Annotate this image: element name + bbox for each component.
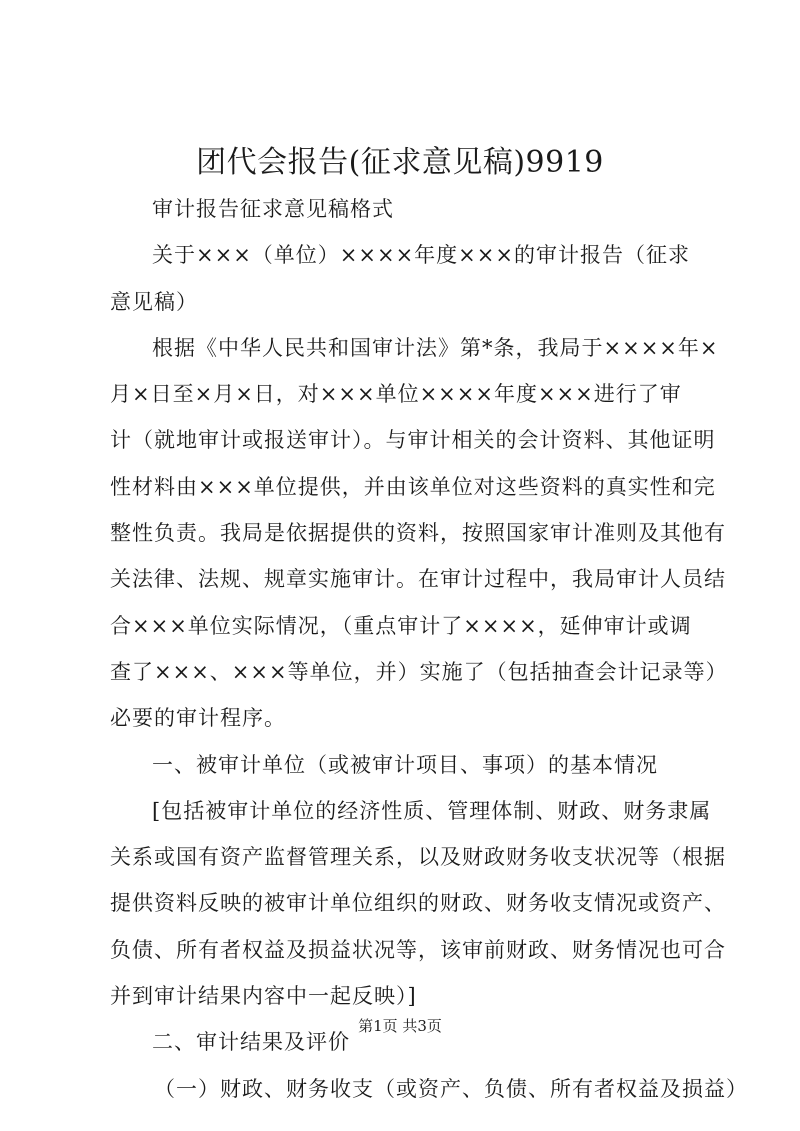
page-number-footer: 第1页 共3页 <box>358 1017 442 1035</box>
paragraph-line: 整性负责。我局是依据提供的资料，按照国家审计准则及其他有 <box>110 521 726 546</box>
paragraph-heading-format: 审计报告征求意见稿格式 <box>152 197 394 221</box>
paragraph-line: 必要的审计程序。 <box>110 706 286 731</box>
paragraph-line: 计（就地审计或报送审计）。与审计相关的会计资料、其他证明 <box>110 428 716 453</box>
paragraph-line: 合×××单位实际情况，（重点审计了××××，延伸审计或调 <box>110 613 692 638</box>
paragraph-line: 意见稿） <box>110 289 198 314</box>
subsection-heading-finance: （一）财政、财务收支（或资产、负债、所有者权益及损益） <box>154 1076 748 1101</box>
section-heading-basic-info: 一、被审计单位（或被审计项目、事项）的基本情况 <box>152 752 658 777</box>
section-heading-results: 二、审计结果及评价 <box>152 1030 350 1055</box>
paragraph-line: 关系或国有资产监督管理关系，以及财政财务收支状况等（根据 <box>110 845 726 870</box>
document-title: 团代会报告(征求意见稿)9919 <box>196 145 604 180</box>
paragraph-line: 负债、所有者权益及损益状况等，该审前财政、财务情况也可合 <box>110 937 726 962</box>
document-body <box>110 186 748 1112</box>
paragraph-line: 关于×××（单位）××××年度×××的审计报告（征求 <box>152 243 690 268</box>
paragraph-line: 并到审计结果内容中一起反映）] <box>110 984 417 1009</box>
paragraph-line: 月×日至×月×日，对×××单位××××年度×××进行了审 <box>110 382 682 407</box>
paragraph-line: 关法律、法规、规章实施审计。在审计过程中，我局审计人员结 <box>110 567 726 592</box>
paragraph-line: 根据《中华人民共和国审计法》第*条，我局于××××年× <box>152 335 719 360</box>
paragraph-line: 提供资料反映的被审计单位组织的财政、财务收支情况或资产、 <box>110 891 726 916</box>
paragraph-line: 查了×××、×××等单位，并）实施了（包括抽查会计记录等） <box>110 659 728 684</box>
paragraph-line: [包括被审计单位的经济性质、管理体制、财政、财务隶属 <box>152 798 712 823</box>
paragraph-line: 性材料由×××单位提供，并由该单位对这些资料的真实性和完 <box>110 474 716 499</box>
